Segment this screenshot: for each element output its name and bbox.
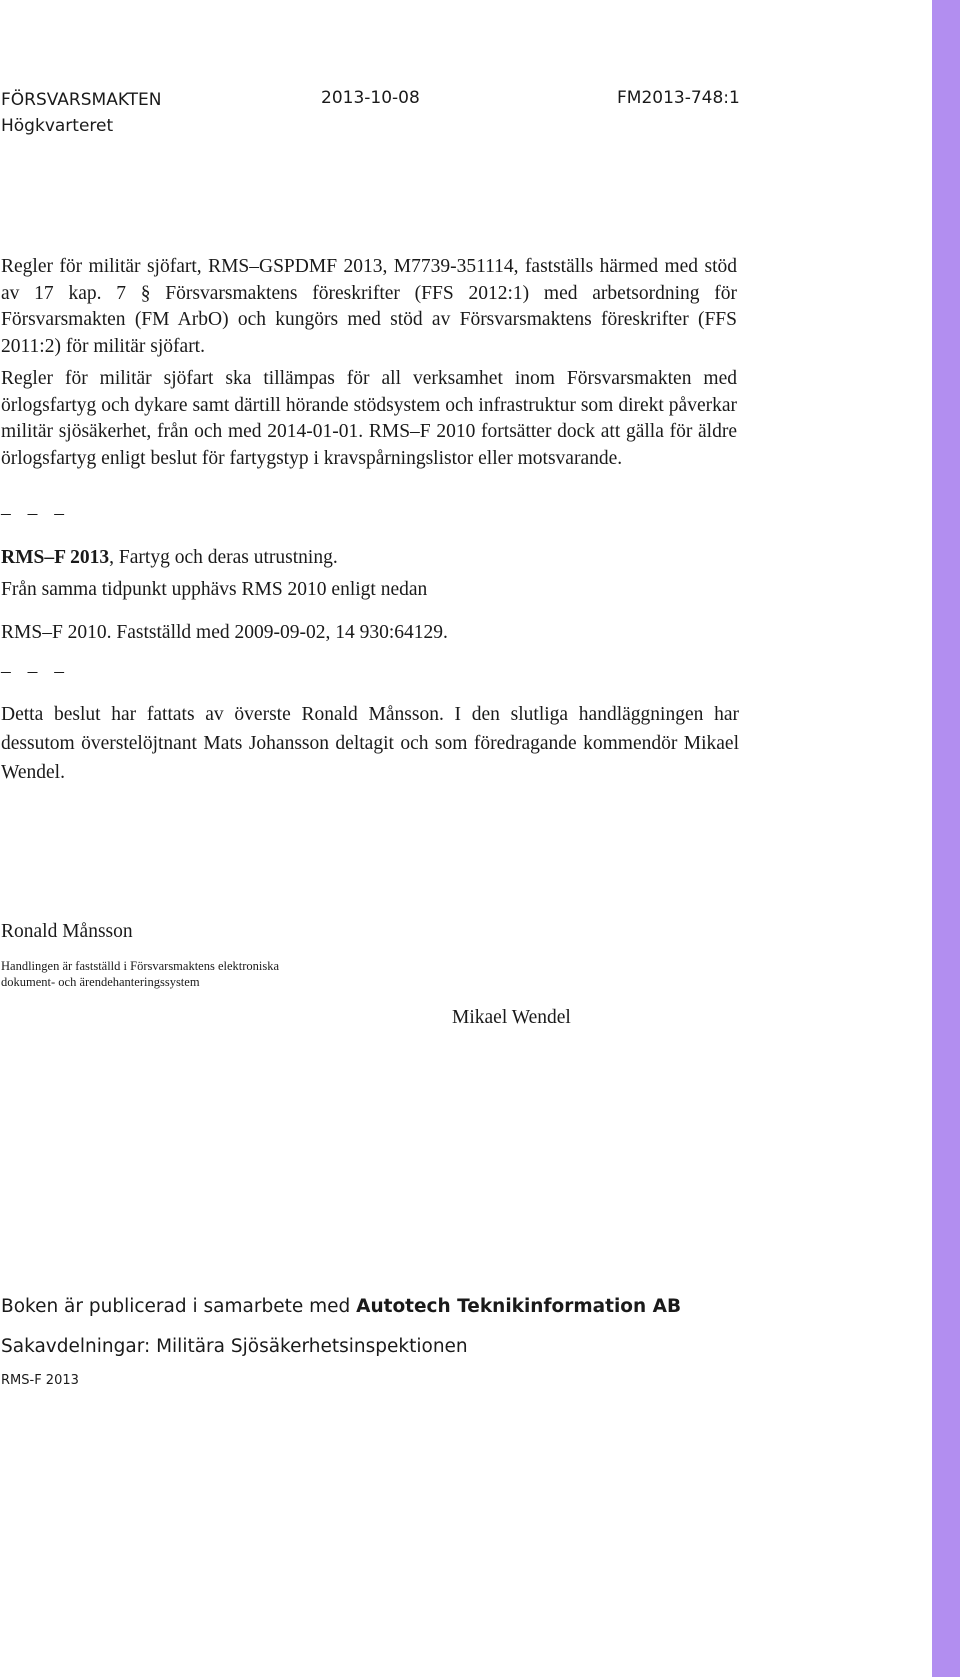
- old-rms-line: RMS–F 2010. Fastställd med 2009-09-02, 14 930:64129.: [1, 622, 448, 643]
- signature-mikael-wendel: Mikael Wendel: [452, 1007, 571, 1028]
- rms-title-line: [1, 545, 338, 571]
- paragraph-establishment: Regler för militär sjöfart, RMS–GSPDMF 2013, M7739-351114, fastställs härmed med stöd av 17 kap. 7 § Försvarsmaktens föreskrifter (FFS 2012:1) med arbetsordning för Försvarsmakten (FM ArbO) och kungörs med stöd av Försvarsmaktens föreskrifter (FFS 2011:2) för militär sjöfart.: [1, 256, 737, 357]
- paragraph-decision: Detta beslut har fattats av överste Ronald Månsson. I den slutliga handläggningen har dessutom överstelöjtnant Mats Johansson deltagit och som föredragande kommendör Mikael Wendel.: [1, 704, 739, 783]
- header-organization: [1, 87, 162, 139]
- rms-title: , Fartyg och deras utrustning.: [109, 547, 338, 568]
- electronic-approval-note: [1, 958, 279, 990]
- header-reference: FM2013-748:1: [617, 88, 740, 108]
- publisher-prefix: Boken är publicerad i samarbete med: [1, 1296, 357, 1317]
- department-line: Sakavdelningar: Militära Sjösäkerhetsinspektionen: [1, 1336, 468, 1357]
- org-name: FÖRSVARSMAKTEN: [1, 90, 162, 110]
- note-line-2: dokument- och ärendehanteringssystem: [1, 975, 200, 989]
- publisher-line: [1, 1294, 681, 1320]
- repeal-line: Från samma tidpunkt upphävs RMS 2010 enligt nedan: [1, 579, 428, 600]
- side-color-bar: [932, 0, 960, 1677]
- separator-dashes: – – –: [1, 661, 70, 682]
- note-line-1: Handlingen är fastställd i Försvarsmaktens elektroniska: [1, 959, 280, 973]
- signature-ronald-mansson: Ronald Månsson: [1, 921, 133, 942]
- header-date: 2013-10-08: [321, 88, 420, 108]
- paragraph-scope: Regler för militär sjöfart ska tillämpas för all verksamhet inom Försvarsmakten med örlogsfartyg och dykare samt därtill hörande stödsystem och infrastruktur som direkt påverkar militär sjösäkerhet, från och med 2014-01-01. RMS–F 2010 fortsätter dock att gälla för äldre örlogsfartyg enligt beslut för fartygstyp i kravspårningslistor eller motsvarande.: [1, 368, 737, 469]
- rms-code: RMS–F 2013: [1, 547, 110, 568]
- org-unit: Högkvarteret: [1, 116, 114, 136]
- publisher-name: Autotech Teknikinformation AB: [356, 1296, 682, 1317]
- document-code: RMS-F 2013: [1, 1373, 79, 1388]
- separator-dashes: – – –: [1, 503, 70, 524]
